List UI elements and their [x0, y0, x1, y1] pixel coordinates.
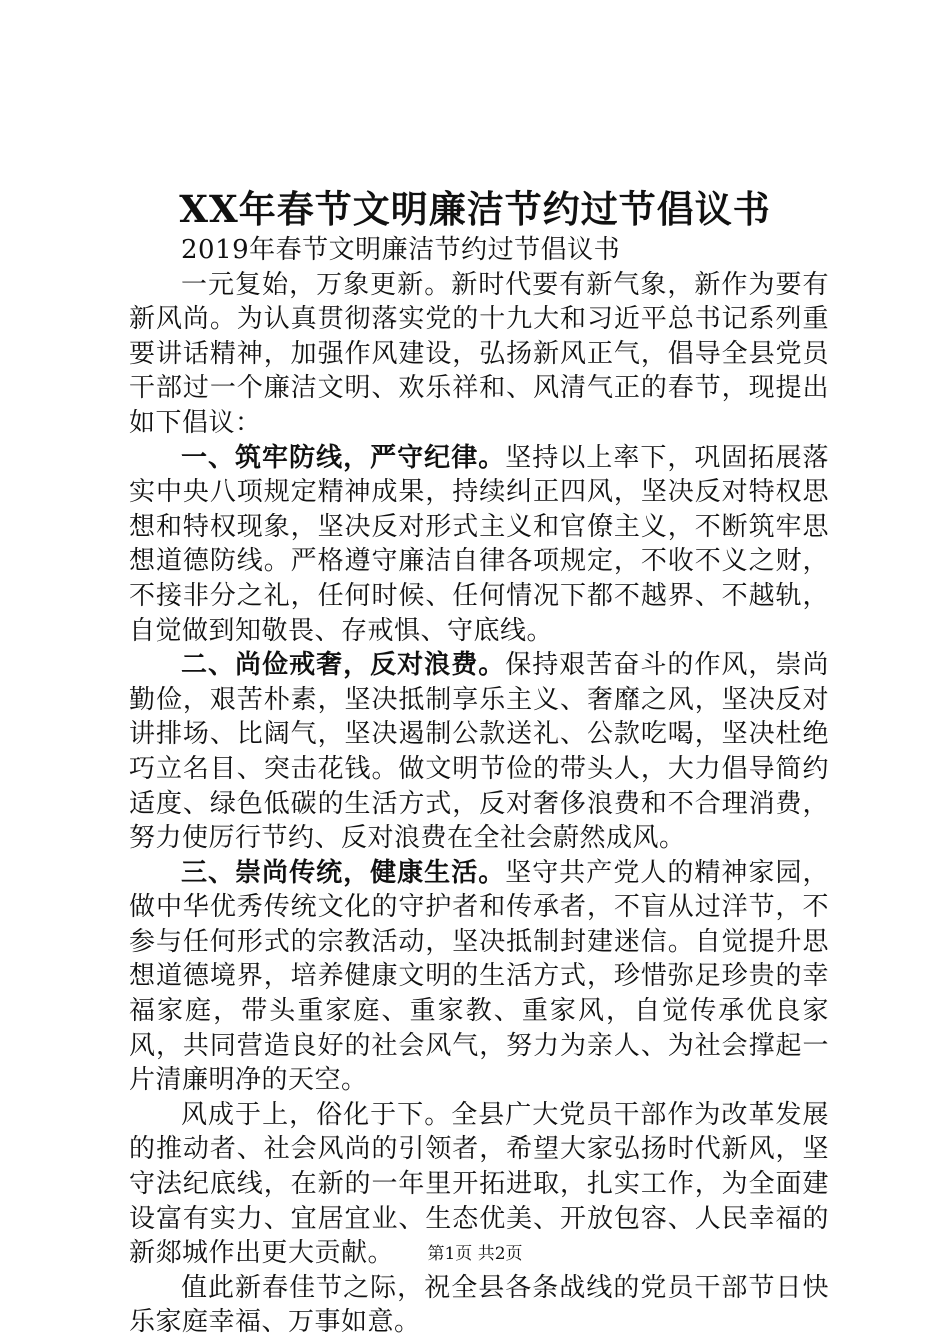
intro-paragraph: 一元复始，万象更新。新时代要有新气象，新作为要有新风尚。为认真贯彻落实党的十九大和习近平总书记系列重要讲话精神，加强作风建设，弘扬新风正气，倡导全县党员干部过一个廉洁文明、欢乐祥和、风清气正的春节，现提出如下倡议： — [129, 269, 829, 438]
item-paragraph-3 — [129, 856, 829, 1098]
closing-paragraph: 风成于上，俗化于下。全县广大党员干部作为改革发展的推动者、社会风尚的引领者，希望大家弘扬时代新风，坚守法纪底线，在新的一年里开拓进取，扎实工作，为全面建设富有实力、宜居宜业、生态优美、开放包容、人民幸福的新郯城作出更大贡献。 — [129, 1099, 829, 1269]
item-text-1: 坚持以上率下，巩固拓展落实中央八项规定精神成果，持续纠正四风，坚决反对特权思想和特权现象，坚决反对形式主义和官僚主义，不断筑牢思想道德防线。严格遵守廉洁自律各项规定，不收不义之财，不接非分之礼，任何时候、任何情况下都不越界、不越轨，自觉做到知敬畏、存戒惧、守底线。 — [129, 442, 829, 646]
item-paragraph-1 — [129, 441, 829, 649]
item-heading-1: 一、筑牢防线，严守纪律。 — [181, 442, 506, 473]
item-text-3: 坚守共产党人的精神家园，做中华优秀传统文化的守护者和传承者，不盲从过洋节，不参与任何形式的宗教活动，坚决抵制封建迷信。自觉提升思想道德境界，培养健康文明的生活方式，珍惜弥足珍贵的幸福家庭，带头重家庭、重家教、重家风，自觉传承优良家风，共同营造良好的社会风气，努力为亲人、为社会撑起一片清廉明净的天空。 — [129, 857, 829, 1096]
item-heading-3: 三、崇尚传统，健康生活。 — [181, 857, 506, 888]
item-heading-2: 二、尚俭戒奢，反对浪费。 — [181, 650, 506, 681]
document-subtitle: 2019年春节文明廉洁节约过节倡议书 — [181, 235, 621, 265]
document-title: XX年春节文明廉洁节约过节倡议书 — [179, 187, 771, 231]
item-text-2: 保持艰苦奋斗的作风，崇尚勤俭，艰苦朴素，坚决抵制享乐主义、奢靡之风，坚决反对讲排场、比阔气，坚决遏制公款送礼、公款吃喝，坚决杜绝巧立名目、突击花钱。做文明节俭的带头人，大力倡导简约适度、绿色低碳的生活方式，反对奢侈浪费和不合理消费，努力使厉行节约、反对浪费在全社会蔚然成风。 — [129, 650, 829, 854]
document-body — [129, 233, 829, 1340]
item-paragraph-2 — [129, 648, 829, 856]
wishes-paragraph: 值此新春佳节之际，祝全县各条战线的党员干部节日快乐家庭幸福、万事如意。 — [129, 1272, 829, 1338]
page-number-footer: 第1页 共2页 — [427, 1244, 523, 1264]
